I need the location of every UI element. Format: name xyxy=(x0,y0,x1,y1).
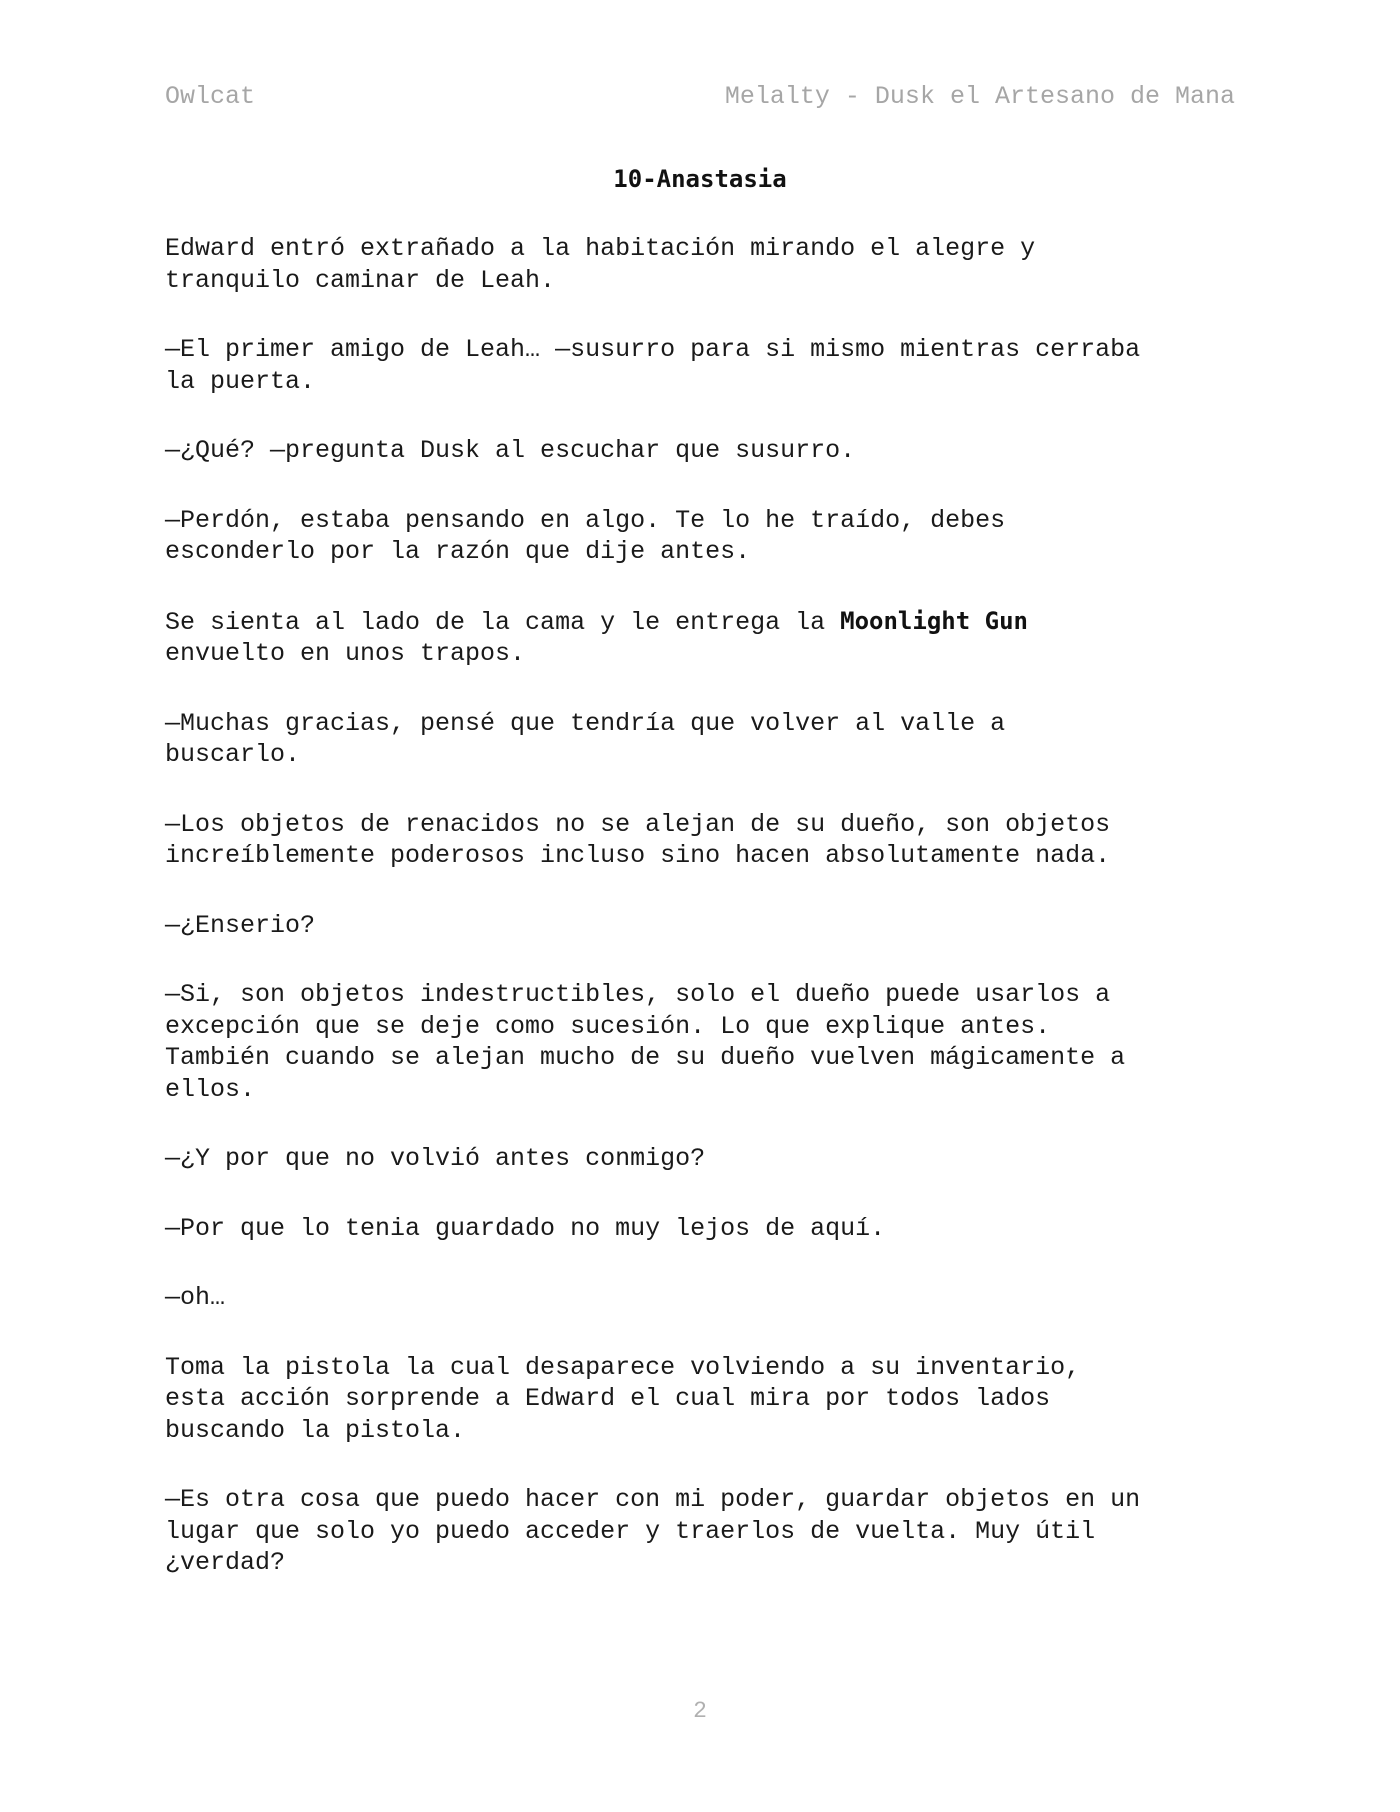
paragraph: —Perdón, estaba pensando en algo. Te lo he traído, debes esconderlo por la razón que dije antes. xyxy=(165,505,1006,566)
paragraph-text: envuelto en unos trapos. xyxy=(165,639,526,668)
header-book-title: Melalty - Dusk el Artesano de Mana xyxy=(724,82,1235,111)
paragraph: —¿Qué? —pregunta Dusk al escuchar que susurro. xyxy=(165,436,856,465)
paragraph: —Los objetos de renacidos no se alejan de su dueño, son objetos increíblemente poderosos incluso sino hacen absolutamente nada. xyxy=(165,809,1111,870)
paragraph xyxy=(165,606,1245,670)
page-header xyxy=(165,82,1235,116)
header-author: Owlcat xyxy=(165,82,256,111)
paragraph: —¿Enserio? xyxy=(165,910,316,940)
paragraph: —¿Y por que no volvió antes conmigo? xyxy=(165,1144,706,1173)
paragraph: —oh… xyxy=(165,1283,226,1312)
paragraph: —El primer amigo de Leah… —susurro para si mismo mientras cerraba la puerta. xyxy=(165,335,1141,396)
chapter-body xyxy=(165,233,1245,1617)
page-number: 2 xyxy=(693,1698,707,1724)
paragraph: —Es otra cosa que puedo hacer con mi poder, guardar objetos en un lugar que solo yo puedo acceder y traerlos de vuelta. Muy útil ¿verdad? xyxy=(165,1485,1141,1577)
paragraph: —Si, son objetos indestructibles, solo el dueño puede usarlos a excepción que se deje como sucesión. Lo que explique antes. También cuando se alejan mucho de su dueño vuelven mágicamente a ellos. xyxy=(165,980,1126,1104)
item-name-bold: Moonlight Gun xyxy=(840,606,1028,635)
paragraph: Toma la pistola la cual desaparece volviendo a su inventario, esta acción sorprende a Edward el cual mira por todos lados buscando la pistola. xyxy=(165,1352,1081,1445)
chapter-title: 10-Anastasia xyxy=(613,165,787,193)
paragraph: —Muchas gracias, pensé que tendría que volver al valle a buscarlo. xyxy=(165,708,1006,769)
paragraph-text: Se sienta al lado de la cama y le entrega la xyxy=(165,607,841,637)
paragraph: Edward entró extrañado a la habitación mirando el alegre y tranquilo caminar de Leah. xyxy=(165,234,1036,295)
paragraph: —Por que lo tenia guardado no muy lejos de aquí. xyxy=(165,1213,886,1243)
